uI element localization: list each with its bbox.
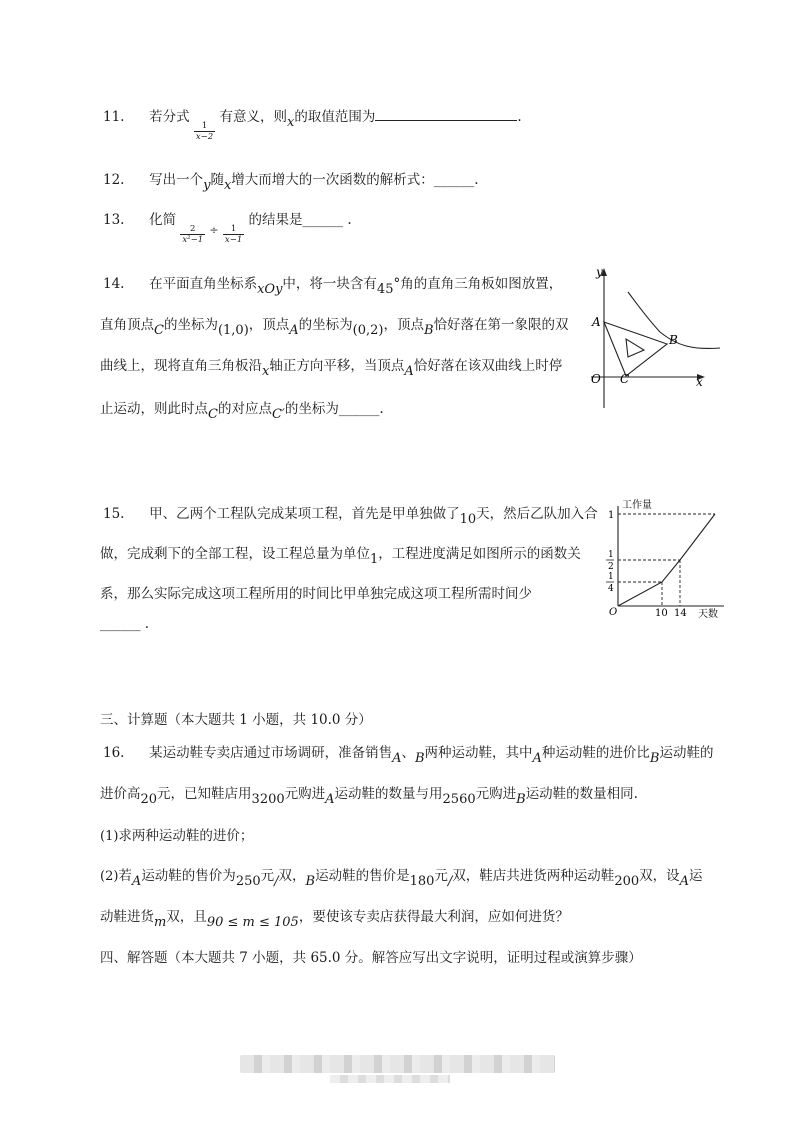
q16-line-2: 进价高20元，已知鞋店用3200元购进A运动鞋的数量与用2560元购进B运动鞋的数量相同. [100,786,638,807]
q13-fraction-2: $\frac{1}{x-1}$ [224,223,243,245]
q12: 12. 写出一个y随x增大而增大的一次函数的解析式：______. [103,172,479,193]
label-A: A [592,315,601,329]
progress-line [618,514,715,606]
q11-answer-blank[interactable] [375,108,517,121]
q15-line-2: 做，完成剩下的全部工程，设工程总量为单位1，工程进度满足如图所示的函数关 [100,546,581,567]
q13: 13. 化简 $\frac{2}{\text{x²−1}}$ ÷ $\frac{1}{x-1}$ 的结果是______ . [103,212,352,245]
q13-divide: ÷ [209,224,219,237]
q14-line-3: 曲线上，现将直角三角板沿x轴正方向平移，当顶点A恰好落在该双曲线上时停 [100,358,563,379]
label-10: 10 [655,608,668,619]
q11-fraction: $\frac{1}{x-2}$ [195,120,214,142]
label-x: x [696,375,703,389]
q12-number: 12. [103,172,125,188]
q16-number: 16. [103,745,125,761]
label-O: O [609,607,618,618]
section-3-heading: 三、计算题（本大题共 1 小题，共 10.0 分） [100,712,372,728]
q15-line-1: 15. 甲、乙两个工程队完成某项工程，首先是甲单独做了10天，然后乙队加入合 [103,506,598,527]
q14-line-4: 止运动，则此时点C的对应点C′的坐标为______. [100,401,384,422]
label-O: O [591,372,601,386]
q13-fraction-1: $\frac{2}{\text{x²−1}}$ [182,223,204,245]
blurred-watermark-2 [330,1075,450,1083]
q16-line-1: 16. 某运动鞋专卖店通过市场调研，准备销售A、B两种运动鞋，其中A种运动鞋的进价比B运动鞋的 [103,745,714,766]
q16-part-2: (2)若A运动鞋的售价为250元/双，B运动鞋的售价是180元/双，鞋店共进货两种运动鞋200双，设A运 [100,868,703,889]
q14-line-1: 14. 在平面直角坐标系xOy中，将一块含有45°角的直角三角板如图放置， [103,276,563,297]
q14-line-2: 直角顶点C的坐标为(1,0)，顶点A的坐标为(0,2)，顶点B恰好落在第一象限的双 [100,317,569,338]
label-C: C [620,372,630,386]
label-B: B [669,333,678,347]
label-y: y [596,265,603,279]
q13-number: 13. [103,212,125,228]
q11-number: 11. [103,109,125,125]
label-half-n: 1 [608,550,614,560]
label-half-d: 2 [608,562,614,572]
q11: 11. 若分式 $\frac{1}{x-2}$ 有意义，则x的取值范围为 . [103,109,522,142]
section-4-heading: 四、解答题（本大题共 7 小题，共 65.0 分。解答应写出文字说明，证明过程或演算步骤） [100,950,642,966]
label-days: 天数 [698,609,718,620]
blurred-watermark [240,1055,555,1073]
q14-figure [585,262,725,412]
q14-number: 14. [103,276,125,292]
label-quarter-d: 4 [608,584,614,594]
label-quarter-n: 1 [608,572,614,582]
q16-part-1: (1)求两种运动鞋的进价； [100,828,254,844]
q15-line-4: ______ . [100,616,150,632]
label-work: 工作量 [622,500,652,511]
triangle-inner [626,339,644,357]
q15-number: 15. [103,506,125,522]
q16-line-5: 动鞋进货m双，且90 ≤ m ≤ 105，要使该专卖店获得最大利润，应如何进货？ [100,909,569,930]
label-14: 14 [674,608,687,619]
q15-figure [600,496,730,626]
q15-line-3: 系，那么实际完成这项工程所用的时间比甲单独完成这项工程所需时间少 [100,586,532,602]
label-one: 1 [608,510,615,521]
